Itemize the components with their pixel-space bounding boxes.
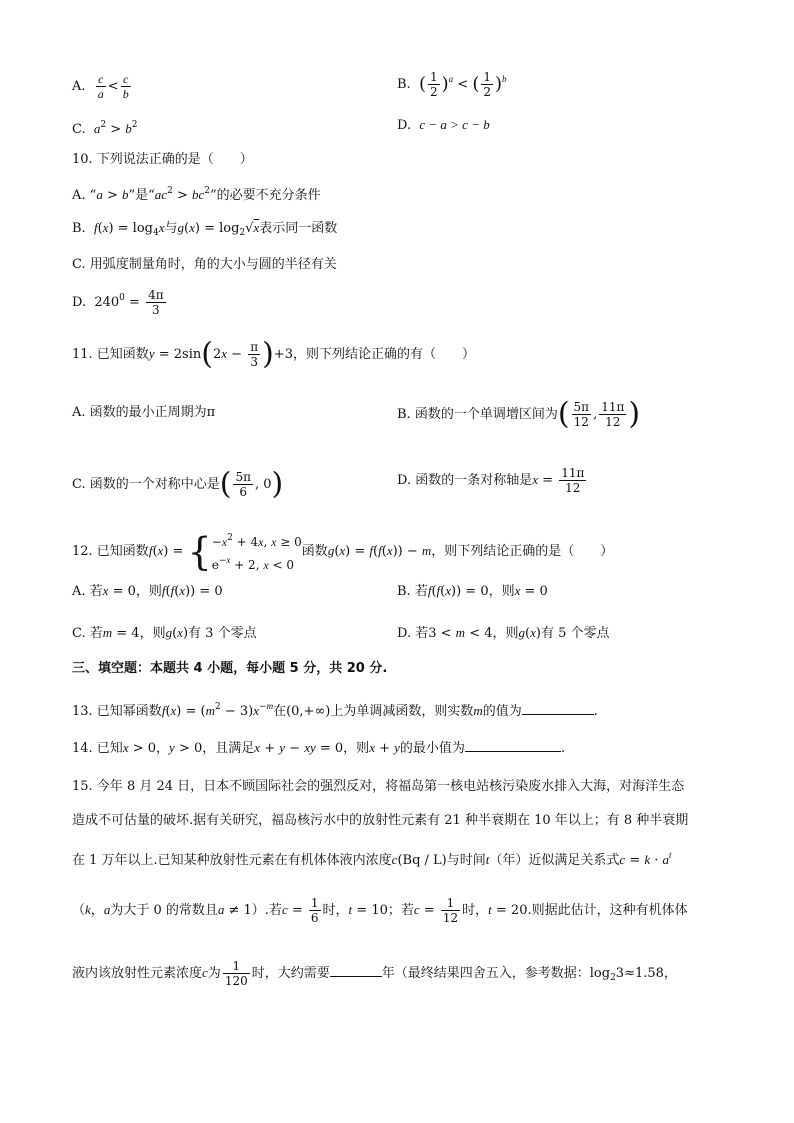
section-heading: 三、填空题：本题共 4 小题，每小题 5 分，共 20 分. — [72, 661, 388, 676]
q10-stem: 10. 下列说法正确的是（ ） — [72, 152, 253, 167]
q9-option-c: C. $a^2 > b^2$ — [72, 120, 138, 137]
q12-option-c: C. 若m = 4，则g(x)有 3 个零点 — [72, 625, 257, 641]
q10-option-c: C. 用弧度制量角时，角的大小与圆的半径有关 — [72, 257, 337, 272]
q15-line1: 15. 今年 8 月 24 日，日本不顾国际社会的强烈反对，将福岛第一核电站核污染废水排入大海，对海洋生态 — [72, 779, 685, 794]
q11-option-c: C. 函数的一个对称中心是( $\frac{5\pi}{6}$ , 0) — [72, 466, 284, 502]
q9-option-a: A. $\frac{c}{a}$ < $\frac{c}{b}$ — [72, 72, 129, 101]
q11-option-d: D. 函数的一条对称轴是x = $\frac{11\pi}{12}$ — [397, 466, 585, 495]
q15-line2: 造成不可估量的破坏.据有关研究，福岛核污水中的放射性元素有 21 种半衰期在 10 年以上；有 8 种半衰期 — [72, 813, 689, 828]
q15-line3: 在 1 万年以上.已知某种放射性元素在有机体体液内浓度c(Bq / L)与时间t（年）近似满足关系式$c = k \cdot a^t$ — [72, 850, 672, 868]
q14: 14. 已知x > 0，y > 0，且满足x + y − xy = 0，则x + y的最小值为 . — [72, 740, 566, 756]
q10-option-b: B. $f(x) = \log_4x$与$g(x) = \log_2√x$表示同一函数 — [72, 220, 338, 238]
q10-option-d: D. $240^0$ = $\frac{4\pi}{3}$ — [72, 288, 164, 317]
q12-option-b: B. 若f(f(x)) = 0，则x = 0 — [397, 583, 548, 599]
q12-option-a: A. 若x = 0，则f(f(x)) = 0 — [72, 583, 223, 599]
q15-line4: （k，a为大于 0 的常数且a ≠ 1）.若c = $\frac{1}{6}$ 时，t = 10；若c = $\frac{1}{12}$ 时，t = 20.则据此估计，这种有机体体 — [72, 896, 688, 925]
q12-option-d: D. 若3 < m < 4，则g(x)有 5 个零点 — [397, 625, 610, 641]
q11-stem: 11. 已知函数y = 2sin(2x − $\frac{\pi}{3}$ )+3，则下列结论正确的有（ ） — [72, 336, 475, 372]
q11-option-b: B. 函数的一个单调增区间为( $\frac{5\pi}{12}$ , $\frac{11\pi}{12}$ ) — [397, 396, 641, 432]
q12-stem: 12. 已知函数$f(x) = \{-x^2 + 4x$, x ≥ 0 $e^{-x} + 2$, x < 0函数g(x) = f(f(x)) − m，则下列结论正确的是（ ） — [72, 529, 614, 574]
q11-option-a: A. 函数的最小正周期为π — [72, 405, 216, 420]
q9-option-d: D. c − a > c − b — [397, 117, 490, 133]
q15-line5: 液内该放射性元素浓度c为 $\frac{1}{120}$ 时，大约需要 年（最终结果四舍五入，参考数据：$\log_23\approx 1.58$， — [72, 959, 677, 988]
q10-option-a: A. “a > b”是“$ac^2 > bc^2$”的必要不充分条件 — [72, 186, 321, 203]
q13: 13. 已知幂函数$f(x) = (m^2 - 3)x^{-m}$在(0,+∞)上为单调减函数，则实数m的值为 . — [72, 701, 598, 719]
q9-option-b: B. ( $\frac{1}{2}$ )$^a$ < ( $\frac{1}{2}$ )$^b$ — [397, 70, 507, 99]
